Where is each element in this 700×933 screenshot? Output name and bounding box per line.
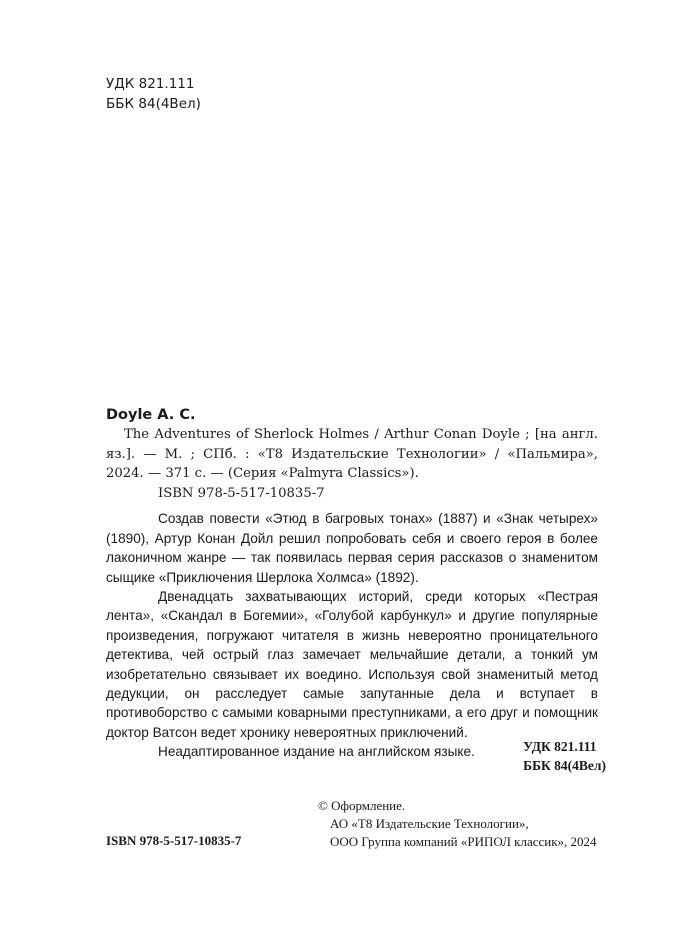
copyright-block xyxy=(318,797,597,851)
entry-isbn: ISBN 978-5-517-10835-7 xyxy=(158,485,325,501)
copyright-line: © Оформление. xyxy=(318,798,406,813)
classification-block xyxy=(523,737,606,775)
top-bbk-code: ББК 84(4Вел) xyxy=(106,96,201,112)
bottom-isbn: ISBN 978-5-517-10835-7 xyxy=(106,833,242,848)
bibliographic-description: The Adventures of Sherlock Holmes / Arthur Conan Doyle ; [на англ. яз.]. — М. ; СПб. : «Т8 Издательские Технологии» / «Пальмира», 2024. — 371 с. — (Серия «Palmyra Classics»). xyxy=(106,427,598,482)
author-heading: Doyle A. C. xyxy=(106,407,196,423)
udk-code: УДК 821.111 xyxy=(523,739,597,754)
annotation-paragraph: Создав повести «Этюд в багровых тонах» (1887) и «Знак четырех» (1890), Артур Конан Дойл решил попробовать себя и своего героя в более лаконичном жанре — так появилась первая серия рассказов о знаменитом сыщике «Приключения Шерлока Холмса» (1892). xyxy=(106,511,598,585)
annotation-paragraph: Неадаптированное издание на английском языке. xyxy=(158,744,475,760)
copyright-group: ООО Группа компаний «РИПОЛ классик», 2024 xyxy=(330,834,597,849)
top-udk-code: УДК 821.111 xyxy=(106,76,195,92)
annotation xyxy=(106,509,598,761)
bbk-code: ББК 84(4Вел) xyxy=(523,758,606,773)
annotation-paragraph: Двенадцать захватывающих историй, среди которых «Пестрая лента», «Скандал в Богемии», «Голубой карбункул» и другие популярные произведения, погружают читателя в жизнь невероятно проницательного детектива, чей острый глаз замечает мельчайшие детали, а тонкий ум изобретательно связывает их воедино. Используя свой знаменитый метод дедукции, он расследует самые запутанные дела и вступает в противоборство с самыми коварными преступниками, а его друг и помощник доктор Ватсон ведет хронику невероятных приключений. xyxy=(106,589,598,740)
copyright-publisher: АО «Т8 Издательские Технологии», xyxy=(330,816,529,831)
catalog-entry xyxy=(106,405,598,762)
top-classification xyxy=(106,74,201,114)
